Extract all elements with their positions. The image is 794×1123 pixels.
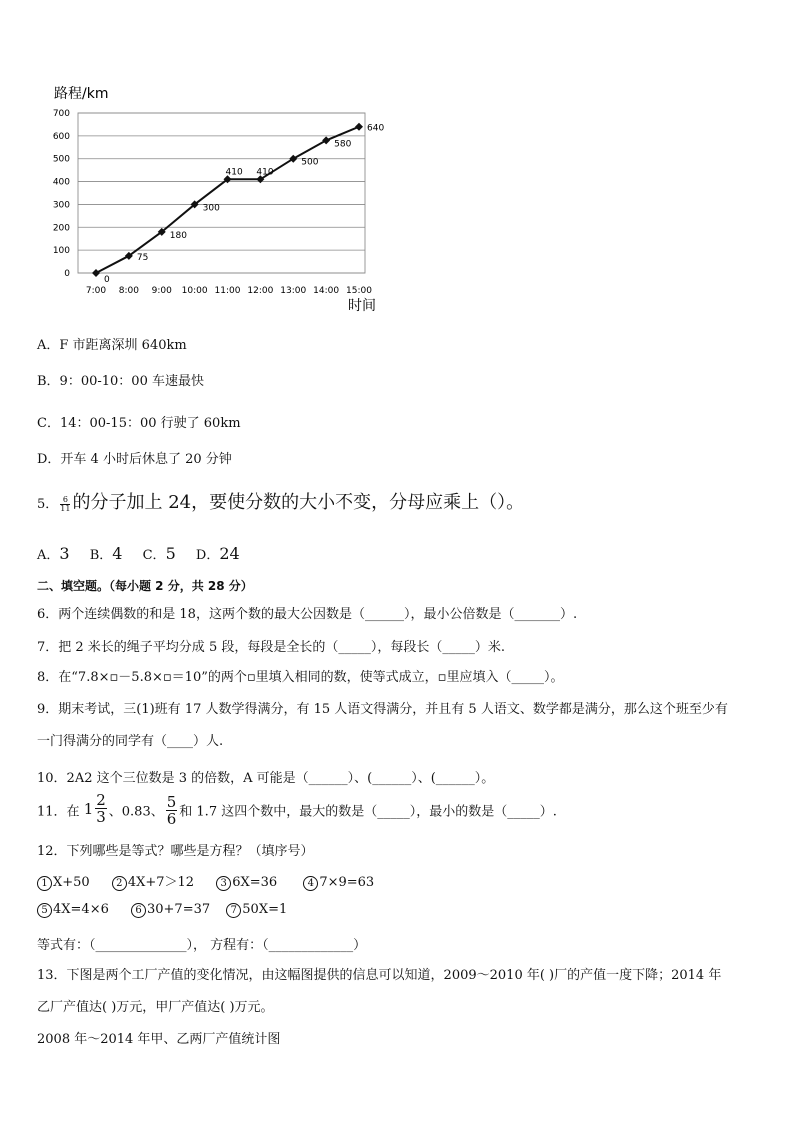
question-11 bbox=[37, 792, 557, 827]
y-tick-label: 500 bbox=[52, 154, 70, 165]
y-tick-label: 100 bbox=[52, 246, 70, 257]
question-9-line-1: 9．期末考试，三(1)班有 17 人数学得满分，有 15 人语文得满分，并且有 5 人语文、数学都是满分，那么这个班至少有 bbox=[37, 702, 728, 717]
question-13-line-1: 13．下图是两个工厂产值的变化情况，由这幅图提供的信息可以知道，2009～2010 年( )厂的产值一度下降；2014 年 bbox=[37, 968, 722, 983]
option-d-value: 24 bbox=[219, 544, 240, 563]
option-b: B．9：00-10：00 车速最快 bbox=[37, 374, 204, 389]
y-tick-label: 200 bbox=[52, 223, 70, 234]
option-a: A．F 市距离深圳 640km bbox=[37, 338, 187, 353]
data-point bbox=[355, 123, 363, 131]
item-5 bbox=[37, 902, 109, 917]
x-tick-label: 8:00 bbox=[118, 286, 139, 296]
fraction-denominator: 3 bbox=[96, 808, 106, 826]
question-8: 8．在“7.8×▫－5.8×▫＝10”的两个▫里填入相同的数，使等式成立，▫里应填入（_____）。 bbox=[37, 670, 564, 685]
option-d-label: D． bbox=[195, 548, 220, 563]
x-tick-label: 13:00 bbox=[280, 286, 307, 296]
x-tick-label: 7:00 bbox=[85, 286, 107, 296]
item-6 bbox=[131, 902, 210, 917]
item-text: 30+7=37 bbox=[147, 902, 211, 917]
item-2 bbox=[112, 875, 194, 890]
item-text: X+50 bbox=[53, 875, 90, 890]
option-c-value: 5 bbox=[165, 544, 176, 563]
data-label: 580 bbox=[334, 139, 352, 150]
option-d: D．开车 4 小时后休息了 20 分钟 bbox=[37, 452, 232, 467]
option-a-label: A． bbox=[37, 548, 60, 563]
y-tick-label: 0 bbox=[64, 269, 70, 279]
item-text: 4X+7＞12 bbox=[127, 875, 195, 890]
item-text: 7×9=63 bbox=[319, 875, 375, 890]
data-label: 500 bbox=[301, 157, 319, 168]
circled-number: 3 bbox=[216, 876, 231, 891]
item-text: 6X=36 bbox=[232, 875, 278, 890]
fraction-denominator: 11 bbox=[60, 504, 71, 513]
circled-number: 6 bbox=[131, 903, 146, 918]
x-tick-label: 9:00 bbox=[151, 286, 172, 296]
fraction-denominator: 6 bbox=[166, 809, 177, 828]
question-5-text: 的分子加上 24，要使分数的大小不变，分母应乘上（）。 bbox=[72, 492, 525, 513]
fraction-6-11 bbox=[60, 496, 70, 513]
option-c-label: C． bbox=[142, 548, 166, 563]
question-11-suffix: 和 1.7 这四个数中，最大的数是（_____），最小的数是（_____）. bbox=[179, 804, 557, 820]
option-a-value: 3 bbox=[59, 544, 70, 563]
series-line bbox=[96, 127, 359, 273]
question-5-number: 5． bbox=[37, 497, 59, 512]
option-c: C．14：00-15：00 行驶了 60km bbox=[37, 416, 241, 431]
question-12-title: 12．下列哪些是等式？哪些是方程？（填序号） bbox=[37, 844, 314, 859]
fraction-numerator: 6 bbox=[60, 496, 70, 505]
circled-number: 2 bbox=[112, 876, 127, 891]
section-2-heading: 二、填空题。（每小题 2 分，共 28 分） bbox=[37, 579, 253, 593]
x-tick-label: 15:00 bbox=[346, 286, 372, 296]
circled-number: 7 bbox=[226, 903, 241, 918]
circled-number: 5 bbox=[37, 903, 52, 918]
data-label: 300 bbox=[202, 203, 220, 214]
item-text: 4X=4×6 bbox=[53, 902, 109, 917]
distance-time-line-chart bbox=[40, 80, 400, 320]
mixed-number bbox=[84, 792, 109, 825]
y-tick-label: 700 bbox=[52, 109, 70, 119]
question-6: 6．两个连续偶数的和是 18，这两个数的最大公因数是（______），最小公倍数是（_______）. bbox=[37, 607, 578, 622]
x-tick-label: 14:00 bbox=[313, 286, 340, 296]
question-10: 10．2A2 这个三位数是 3 的倍数，A 可能是（______）、(______）、(______）。 bbox=[37, 771, 495, 786]
question-5 bbox=[37, 488, 524, 514]
y-tick-label: 300 bbox=[52, 200, 70, 211]
question-11-middle: 、0.83、 bbox=[108, 804, 164, 820]
item-text: 50X=1 bbox=[242, 902, 288, 917]
data-label: 410 bbox=[225, 167, 243, 178]
data-point bbox=[322, 136, 330, 144]
data-label: 410 bbox=[256, 167, 274, 178]
data-label: 75 bbox=[136, 252, 149, 263]
data-label: 180 bbox=[169, 230, 187, 241]
data-label: 640 bbox=[367, 123, 385, 134]
question-13-chart-caption: 2008 年～2014 年甲、乙两厂产值统计图 bbox=[37, 1032, 281, 1047]
data-label: 0 bbox=[104, 275, 110, 285]
x-tick-label: 11:00 bbox=[214, 286, 241, 296]
y-tick-label: 600 bbox=[52, 131, 70, 142]
fraction-2-3 bbox=[95, 792, 107, 825]
question-12-answer-line: 等式有：（______________）， 方程有：（_____________） bbox=[37, 938, 367, 953]
question-13-line-2: 乙厂产值达( )万元，甲厂产值达( )万元。 bbox=[37, 1000, 274, 1015]
question-5-options bbox=[37, 544, 240, 563]
mixed-whole: 1 bbox=[83, 799, 94, 818]
question-7: 7．把 2 米长的绳子平均分成 5 段，每段是全长的（_____），每段长（_____）米. bbox=[37, 640, 505, 655]
y-axis-label: 路程/km bbox=[54, 86, 109, 102]
x-tick-label: 12:00 bbox=[247, 286, 274, 296]
question-9-line-2: 一门得满分的同学有（____）人. bbox=[37, 734, 224, 749]
item-1 bbox=[37, 875, 90, 890]
option-b-label: B． bbox=[89, 548, 113, 563]
x-tick-label: 10:00 bbox=[181, 286, 208, 296]
option-b-value: 4 bbox=[112, 544, 123, 563]
plot-frame bbox=[78, 113, 365, 273]
question-12-row-2 bbox=[37, 902, 287, 918]
fraction-numerator: 2 bbox=[96, 791, 106, 809]
circled-number: 1 bbox=[37, 876, 52, 891]
fraction-5-6 bbox=[166, 794, 178, 827]
fraction-numerator: 5 bbox=[166, 792, 177, 811]
y-tick-label: 400 bbox=[52, 177, 70, 188]
item-4 bbox=[303, 875, 374, 890]
question-11-prefix: 11．在 bbox=[37, 804, 84, 820]
item-7 bbox=[226, 902, 287, 917]
question-12-row-1 bbox=[37, 871, 374, 891]
x-axis-label: 时间 bbox=[348, 298, 376, 314]
data-point bbox=[92, 269, 100, 277]
circled-number: 4 bbox=[303, 876, 318, 891]
item-3 bbox=[216, 875, 277, 890]
